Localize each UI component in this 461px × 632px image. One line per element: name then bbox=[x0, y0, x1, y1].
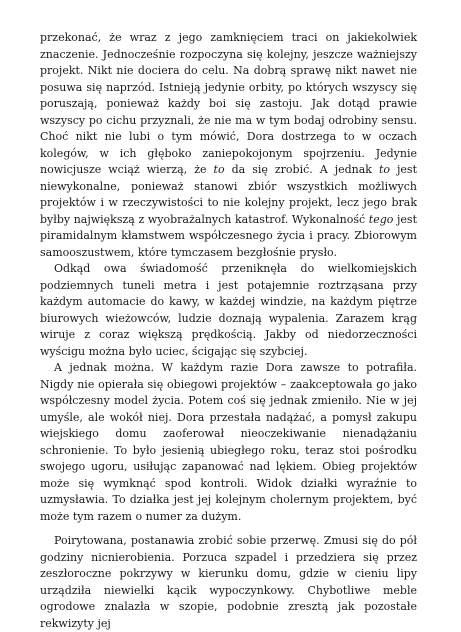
paragraph-1-text-b: da się zrobić. A jednak bbox=[224, 163, 379, 176]
paragraph-1 bbox=[40, 30, 417, 261]
emphasis-tego: tego bbox=[368, 212, 394, 226]
paragraph-3: A jednak można. W każdym razie Dora zawsze to potrafiła. Nigdy nie opierała się obiegowi projektów – zaakceptowała go jako współczesny model życia. Potem coś się jednak zmieniło. Nie w jej umyśle, ale wokół niej. Dora przestała nadążać, a pomysł zakupu wiejskiego domu zaoferował nieoczekiwanie nienadążaniu schronienie. To było jesienią ubiegłego roku, teraz stoi pośrodku swojego ugoru, usiłując zapanować nad lękiem. Obieg projektów może się wymknąć spod kontroli. Widok działki wyraźnie to uzmysławia. To działka jest jej kolejnym cholernym projektem, być może tym razem o numer za dużym. bbox=[40, 361, 417, 523]
paragraph-4: Poirytowana, postanawia zrobić sobie przerwę. Zmusi się do pół godziny nicnierobienia. Porzuca szpadel i przedziera się przez zeszłoroczne pokrzywy w kierunku domu, gdzie w cieniu lipy urządziła niewielki kącik wypoczynkowy. Chybotliwe meble ogrodowe znalazła w szopie, podobnie zresztą jak pozostałe rekwizyty jej bbox=[40, 534, 417, 630]
emphasis-to-1: to bbox=[213, 163, 225, 176]
paragraph-2: Odkąd owa świadomość przeniknęła do wielkomiejskich podziemnych tuneli metra i jest potajemnie roztrząsana przy każdym automacie do kawy, w każdej windzie, na każdym piętrze biurowych wieżowców, ludzie doznają wypalenia. Zarazem krąg wiruje z coraz większą prędkością. Jakby od niedorzeczności wyścigu można było uciec, ścigając się szybciej. bbox=[40, 262, 417, 358]
paragraph-1-text-d: jest piramidalnym kłamstwem współczesnego życia i pracy. Zbiorowym samooszustwem, które tymczasem bezgłośnie prysło. bbox=[40, 212, 418, 259]
paragraph-1-text-a: przekonać, że wraz z jego zamknięciem traci on jakiekolwiek znaczenie. Jednocześnie rozpoczyna się kolejny, jeszcze ważniejszy projekt. Nikt nie dociera do celu. Na dobrą sprawę nikt nawet nie posuwa się naprzód. Istnieją jedynie orbity, po których wszyscy się poruszają, ponieważ każdy boi się zastoju. Jak dotąd prawie wszyscy po cichu przyznali, że nie ma w tym bodaj odrobiny sensu. Choć nikt nie lubi o tym mówić, Dora dostrzega to w oczach kolegów, w ich głęboko zaniepokojonym spojrzeniu. Jedynie nowicjusze wciąż wierzą, że bbox=[40, 31, 417, 176]
emphasis-to-2: to bbox=[378, 163, 391, 176]
book-page bbox=[40, 30, 417, 632]
paragraph-1-text-c: jest niewykonalne, ponieważ stanowi zbiór wszystkich możliwych projektów i w rzeczywistości to nie kolejny projekt, lecz jego brak byłby największą z wyobrażalnych katastrof. Wykonalność bbox=[40, 163, 417, 226]
